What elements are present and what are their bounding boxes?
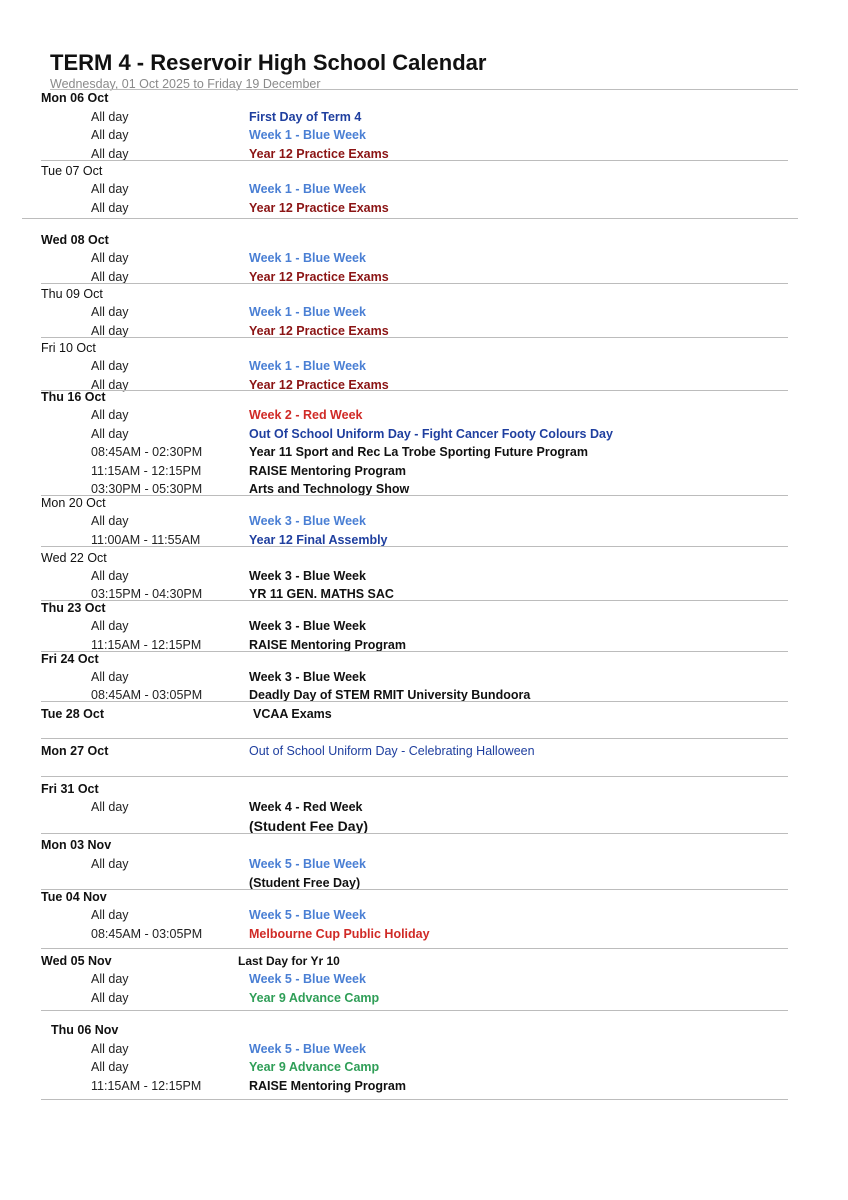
event-title[interactable]: Week 3 - Blue Week bbox=[249, 514, 366, 528]
event-time: All day bbox=[91, 201, 129, 215]
day-divider bbox=[41, 337, 788, 338]
day-divider bbox=[41, 701, 788, 702]
day-divider bbox=[41, 160, 788, 161]
event-title[interactable]: Week 5 - Blue Week bbox=[249, 1042, 366, 1056]
event-title[interactable]: Week 1 - Blue Week bbox=[249, 359, 366, 373]
event-time: All day bbox=[91, 305, 129, 319]
event-time: All day bbox=[91, 378, 129, 392]
event-time: 03:30PM - 05:30PM bbox=[91, 482, 203, 496]
event-time: 08:45AM - 03:05PM bbox=[91, 927, 203, 941]
event-title[interactable]: Year 12 Practice Exams bbox=[249, 378, 389, 392]
event-title[interactable]: Year 12 Practice Exams bbox=[249, 201, 389, 215]
event-title[interactable]: Out Of School Uniform Day - Fight Cancer Footy Colours Day bbox=[249, 427, 613, 441]
event-title[interactable]: Year 11 Sport and Rec La Trobe Sporting Future Program bbox=[249, 445, 588, 459]
event-title[interactable]: Week 3 - Blue Week bbox=[249, 619, 366, 633]
event-time: All day bbox=[91, 670, 129, 684]
day-date: Tue 07 Oct bbox=[41, 164, 103, 178]
event-time: All day bbox=[91, 857, 129, 871]
day-divider bbox=[41, 1099, 788, 1100]
event-title[interactable]: Week 5 - Blue Week bbox=[249, 908, 366, 922]
event-time: All day bbox=[91, 972, 129, 986]
event-title[interactable]: Arts and Technology Show bbox=[249, 482, 410, 496]
day-date: Fri 10 Oct bbox=[41, 341, 96, 355]
event-time: 08:45AM - 03:05PM bbox=[91, 688, 203, 702]
page-title: TERM 4 - Reservoir High School Calendar bbox=[50, 50, 487, 75]
day-divider bbox=[41, 495, 788, 496]
event-title[interactable]: RAISE Mentoring Program bbox=[249, 1079, 406, 1093]
event-title[interactable]: (Student Fee Day) bbox=[249, 818, 369, 834]
event-time: All day bbox=[91, 908, 129, 922]
event-title[interactable]: Melbourne Cup Public Holiday bbox=[249, 927, 430, 941]
day-divider bbox=[41, 390, 788, 391]
header-divider bbox=[50, 89, 798, 90]
event-time: 08:45AM - 02:30PM bbox=[91, 445, 203, 459]
day-divider bbox=[41, 948, 788, 949]
event-time: All day bbox=[91, 800, 129, 814]
event-time: All day bbox=[91, 1042, 129, 1056]
day-date: Mon 03 Nov bbox=[41, 838, 112, 852]
event-time: All day bbox=[91, 619, 129, 633]
day-divider bbox=[41, 546, 788, 547]
event-time: All day bbox=[91, 569, 129, 583]
event-time: 11:15AM - 12:15PM bbox=[91, 638, 202, 652]
day-date: Thu 23 Oct bbox=[41, 601, 106, 615]
day-date: Thu 16 Oct bbox=[41, 390, 106, 404]
day-date: Mon 06 Oct bbox=[41, 91, 109, 105]
day-date: Mon 20 Oct bbox=[41, 496, 106, 510]
event-time: All day bbox=[91, 324, 129, 338]
day-date: Mon 27 Oct bbox=[41, 744, 109, 758]
event-title[interactable]: Week 2 - Red Week bbox=[249, 408, 363, 422]
event-title[interactable]: RAISE Mentoring Program bbox=[249, 464, 406, 478]
day-date: Wed 05 Nov bbox=[41, 954, 112, 968]
event-title[interactable]: Year 12 Practice Exams bbox=[249, 324, 389, 338]
event-title[interactable]: Week 1 - Blue Week bbox=[249, 251, 366, 265]
event-title[interactable]: Week 1 - Blue Week bbox=[249, 305, 366, 319]
event-time: 11:15AM - 12:15PM bbox=[91, 1079, 202, 1093]
event-time: All day bbox=[91, 1060, 129, 1074]
event-title[interactable]: Year 12 Final Assembly bbox=[249, 533, 388, 547]
day-note: Last Day for Yr 10 bbox=[238, 954, 340, 968]
day-divider bbox=[41, 1010, 788, 1011]
day-date: Thu 06 Nov bbox=[51, 1023, 119, 1037]
event-time: 11:00AM - 11:55AM bbox=[91, 533, 201, 547]
event-time: All day bbox=[91, 991, 129, 1005]
event-title[interactable]: Week 3 - Blue Week bbox=[249, 670, 366, 684]
day-date: Tue 28 Oct bbox=[41, 707, 104, 721]
event-time: All day bbox=[91, 408, 129, 422]
day-divider bbox=[41, 651, 788, 652]
day-date: Wed 08 Oct bbox=[41, 233, 109, 247]
date-range-subtitle: Wednesday, 01 Oct 2025 to Friday 19 December bbox=[50, 77, 321, 91]
event-title[interactable]: Out of School Uniform Day - Celebrating Halloween bbox=[249, 744, 535, 758]
event-time: All day bbox=[91, 427, 129, 441]
event-time: All day bbox=[91, 251, 129, 265]
event-title[interactable]: Year 12 Practice Exams bbox=[249, 270, 389, 284]
event-title[interactable]: RAISE Mentoring Program bbox=[249, 638, 406, 652]
event-time: All day bbox=[91, 514, 129, 528]
event-time: 03:15PM - 04:30PM bbox=[91, 587, 203, 601]
event-title[interactable]: Week 5 - Blue Week bbox=[249, 857, 366, 871]
event-time: All day bbox=[91, 182, 129, 196]
day-divider bbox=[41, 889, 788, 890]
event-title[interactable]: Week 5 - Blue Week bbox=[249, 972, 366, 986]
event-title[interactable]: Year 12 Practice Exams bbox=[249, 147, 389, 161]
event-title[interactable]: (Student Free Day) bbox=[249, 876, 361, 890]
event-title[interactable]: Year 9 Advance Camp bbox=[249, 1060, 380, 1074]
day-date: Wed 22 Oct bbox=[41, 551, 107, 565]
event-time: All day bbox=[91, 110, 129, 124]
event-title[interactable]: YR 11 GEN. MATHS SAC bbox=[249, 587, 394, 601]
day-date: Fri 31 Oct bbox=[41, 782, 99, 796]
day-date: Thu 09 Oct bbox=[41, 287, 103, 301]
day-divider bbox=[22, 218, 798, 219]
day-divider bbox=[41, 833, 788, 834]
day-divider bbox=[41, 738, 788, 739]
event-time: All day bbox=[91, 147, 129, 161]
event-time: All day bbox=[91, 270, 129, 284]
event-title[interactable]: Week 1 - Blue Week bbox=[249, 128, 366, 142]
day-divider bbox=[41, 283, 788, 284]
event-title[interactable]: VCAA Exams bbox=[253, 707, 332, 721]
event-title[interactable]: Week 4 - Red Week bbox=[249, 800, 363, 814]
event-title[interactable]: Week 1 - Blue Week bbox=[249, 182, 366, 196]
event-title[interactable]: First Day of Term 4 bbox=[249, 110, 362, 124]
event-time: All day bbox=[91, 128, 129, 142]
event-time: 11:15AM - 12:15PM bbox=[91, 464, 202, 478]
event-title[interactable]: Deadly Day of STEM RMIT University Bundoora bbox=[249, 688, 531, 702]
day-divider bbox=[41, 776, 788, 777]
event-title[interactable]: Year 9 Advance Camp bbox=[249, 991, 380, 1005]
day-divider bbox=[41, 600, 788, 601]
day-date: Fri 24 Oct bbox=[41, 652, 99, 666]
event-title[interactable]: Week 3 - Blue Week bbox=[249, 569, 366, 583]
event-time: All day bbox=[91, 359, 129, 373]
day-date: Tue 04 Nov bbox=[41, 890, 107, 904]
